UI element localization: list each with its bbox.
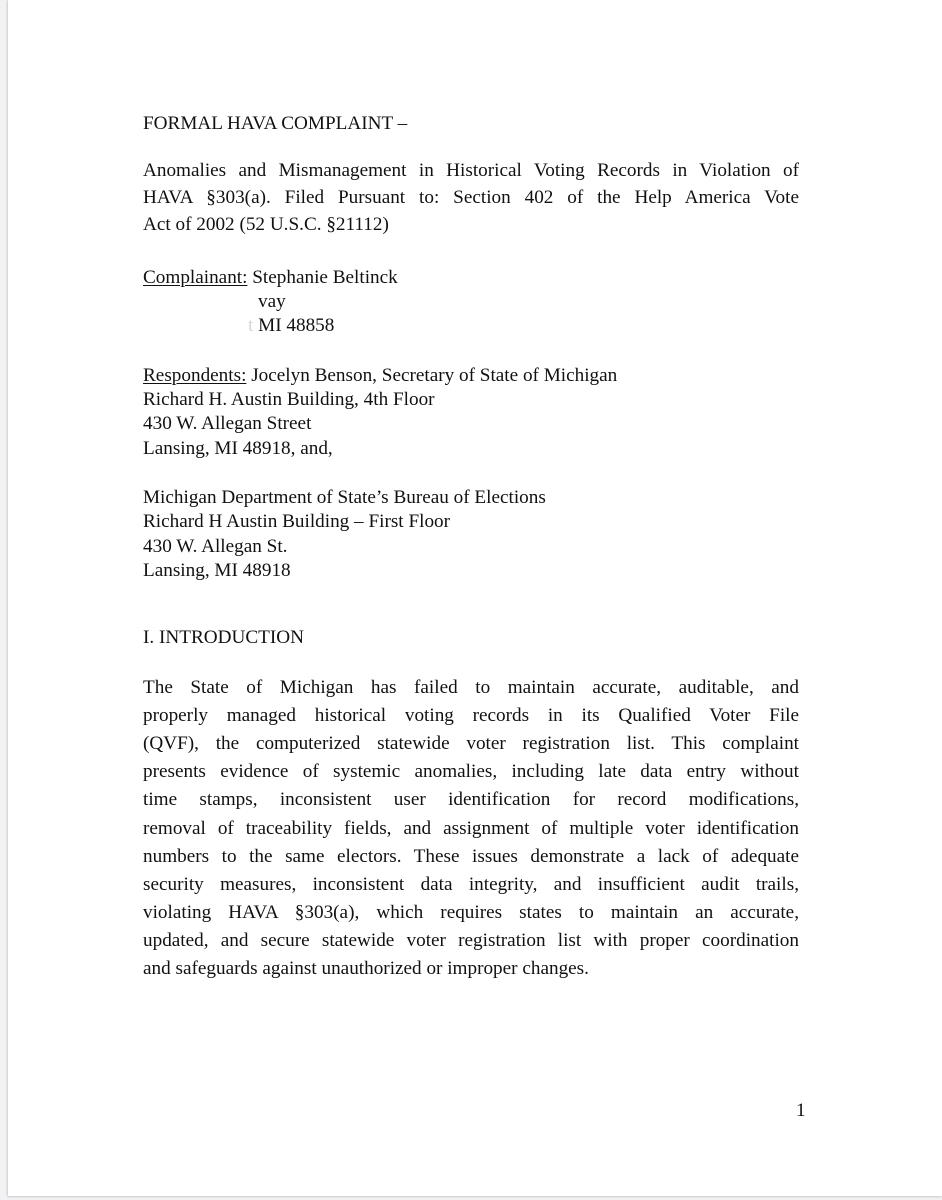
subtitle-line: Act of 2002 (52 U.S.C. §21112): [143, 214, 389, 235]
intro-line: presents evidence of systemic anomalies, including late data entry without: [143, 761, 799, 782]
intro-line: updated, and secure statewide voter registration list with proper coordination: [143, 930, 799, 951]
subtitle-line: HAVA §303(a). Filed Pursuant to: Section 402 of the Help America Vote: [143, 187, 799, 208]
intro-line: violating HAVA §303(a), which requires states to maintain an accurate,: [143, 902, 799, 923]
respondents-label: Respondents:: [143, 365, 247, 386]
respondent-address-line: 430 W. Allegan Street: [143, 413, 312, 434]
second-respondent-line: Lansing, MI 48918: [143, 560, 291, 581]
intro-line: security measures, inconsistent data integrity, and insufficient audit trails,: [143, 874, 799, 895]
complainant-line: [143, 266, 398, 290]
intro-line: properly managed historical voting records in its Qualified Voter File: [143, 705, 799, 726]
complainant-name: Stephanie Beltinck: [252, 267, 398, 288]
second-respondent-line: 430 W. Allegan St.: [143, 536, 288, 557]
second-respondent-line: Michigan Department of State’s Bureau of Elections: [143, 487, 546, 508]
complaint-heading: FORMAL HAVA COMPLAINT –: [143, 113, 408, 134]
respondent-address-line: Richard H. Austin Building, 4th Floor: [143, 389, 435, 410]
complainant-city-zip: MI 48858: [258, 315, 335, 336]
respondents-line: [143, 364, 617, 388]
redacted-text: t: [248, 315, 254, 336]
complainant-label: Complainant:: [143, 267, 248, 288]
section-title: I. INTRODUCTION: [143, 627, 304, 648]
respondent-address-line: Lansing, MI 48918, and,: [143, 438, 333, 459]
intro-line: time stamps, inconsistent user identification for record modifications,: [143, 789, 799, 810]
subtitle-line: Anomalies and Mismanagement in Historical Voting Records in Violation of: [143, 160, 799, 181]
intro-line: removal of traceability fields, and assignment of multiple voter identification: [143, 818, 799, 839]
respondent-name: Jocelyn Benson, Secretary of State of Michigan: [251, 365, 618, 386]
second-respondent-line: Richard H Austin Building – First Floor: [143, 511, 451, 532]
complainant-address-line2: [248, 314, 334, 338]
intro-line: and safeguards against unauthorized or improper changes.: [143, 958, 589, 979]
complainant-address-line1: vay: [258, 291, 286, 312]
page-number: 1: [796, 1100, 806, 1121]
intro-line: The State of Michigan has failed to maintain accurate, auditable, and: [143, 677, 799, 698]
document-page: [8, 0, 942, 1196]
intro-line: numbers to the same electors. These issues demonstrate a lack of adequate: [143, 846, 799, 867]
intro-line: (QVF), the computerized statewide voter registration list. This complaint: [143, 733, 799, 754]
